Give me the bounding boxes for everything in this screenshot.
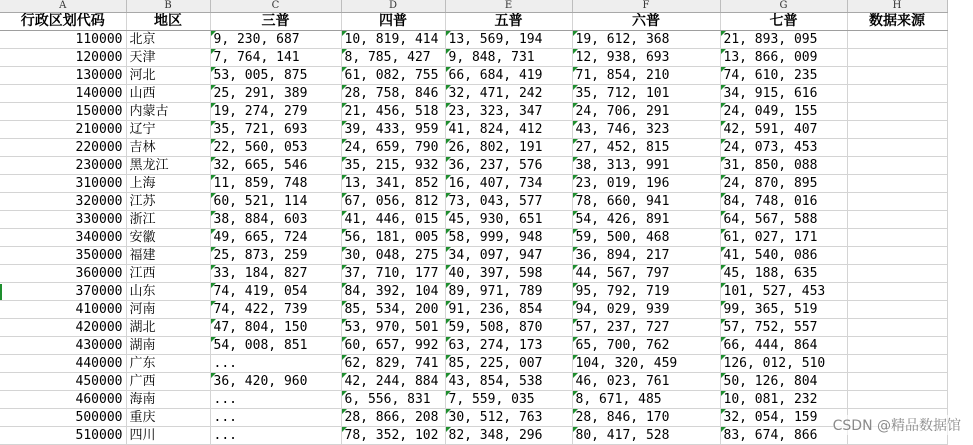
- cell-census5[interactable]: 9, 848, 731: [445, 49, 572, 67]
- cell-census4[interactable]: 28, 866, 208: [341, 409, 445, 427]
- cell-census7[interactable]: 31, 850, 088: [720, 157, 847, 175]
- cell-census7[interactable]: 61, 027, 171: [720, 229, 847, 247]
- cell-region[interactable]: 安徽: [126, 229, 210, 247]
- cell-census5[interactable]: 43, 854, 538: [445, 373, 572, 391]
- cell-source[interactable]: [847, 229, 947, 247]
- cell-source[interactable]: [847, 265, 947, 283]
- cell-source[interactable]: [847, 211, 947, 229]
- cell-census5[interactable]: 34, 097, 947: [445, 247, 572, 265]
- cell-census7[interactable]: 24, 073, 453: [720, 139, 847, 157]
- table-row: [0, 319, 947, 337]
- table-row: [0, 283, 947, 301]
- cell-source[interactable]: [847, 247, 947, 265]
- cell-code[interactable]: 510000: [0, 427, 126, 445]
- cell-census6[interactable]: 19, 612, 368: [572, 31, 720, 49]
- cell-census5[interactable]: 36, 237, 576: [445, 157, 572, 175]
- header-cell-source[interactable]: 数据来源: [847, 13, 947, 31]
- header-cell-code[interactable]: 行政区划代码: [0, 13, 126, 31]
- cell-census4[interactable]: 62, 829, 741: [341, 355, 445, 373]
- cell-census3[interactable]: 60, 521, 114: [210, 193, 341, 211]
- cell-census5[interactable]: 41, 824, 412: [445, 121, 572, 139]
- cell-region[interactable]: 广西: [126, 373, 210, 391]
- cell-census6[interactable]: 44, 567, 797: [572, 265, 720, 283]
- cell-region[interactable]: 吉林: [126, 139, 210, 157]
- table-row: [0, 85, 947, 103]
- cell-census5[interactable]: 30, 512, 763: [445, 409, 572, 427]
- table-row: [0, 229, 947, 247]
- column-letter[interactable]: H: [847, 0, 947, 13]
- cell-code[interactable]: 360000: [0, 265, 126, 283]
- cell-census3[interactable]: ...: [210, 409, 341, 427]
- table-row: [0, 49, 947, 67]
- cell-census7[interactable]: 21, 893, 095: [720, 31, 847, 49]
- cell-census3[interactable]: 74, 422, 739: [210, 301, 341, 319]
- cell-code[interactable]: 440000: [0, 355, 126, 373]
- cell-region[interactable]: 江苏: [126, 193, 210, 211]
- selection-marker: [0, 284, 2, 300]
- cell-census4[interactable]: 13, 341, 852: [341, 175, 445, 193]
- column-letter[interactable]: D: [341, 0, 445, 13]
- column-letter[interactable]: F: [572, 0, 720, 13]
- cell-census6[interactable]: 95, 792, 719: [572, 283, 720, 301]
- cell-code[interactable]: 150000: [0, 103, 126, 121]
- cell-census3[interactable]: ...: [210, 427, 341, 445]
- cell-census3[interactable]: 25, 873, 259: [210, 247, 341, 265]
- cell-code[interactable]: 130000: [0, 67, 126, 85]
- cell-region[interactable]: 黑龙江: [126, 157, 210, 175]
- cell-code[interactable]: 350000: [0, 247, 126, 265]
- cell-region[interactable]: 辽宁: [126, 121, 210, 139]
- cell-region[interactable]: 北京: [126, 31, 210, 49]
- cell-region[interactable]: 湖北: [126, 319, 210, 337]
- cell-region[interactable]: 江西: [126, 265, 210, 283]
- cell-census6[interactable]: 43, 746, 323: [572, 121, 720, 139]
- header-cell-census4[interactable]: 四普: [341, 13, 445, 31]
- table-row: [0, 247, 947, 265]
- cell-code[interactable]: 210000: [0, 121, 126, 139]
- cell-source[interactable]: [847, 175, 947, 193]
- header-cell-region[interactable]: 地区: [126, 13, 210, 31]
- cell-code[interactable]: 450000: [0, 373, 126, 391]
- cell-census5[interactable]: 32, 471, 242: [445, 85, 572, 103]
- cell-source[interactable]: [847, 121, 947, 139]
- cell-census6[interactable]: 80, 417, 528: [572, 427, 720, 445]
- cell-census3[interactable]: 38, 884, 603: [210, 211, 341, 229]
- cell-census6[interactable]: 104, 320, 459: [572, 355, 720, 373]
- cell-census5[interactable]: 7, 559, 035: [445, 391, 572, 409]
- cell-census4[interactable]: 61, 082, 755: [341, 67, 445, 85]
- cell-code[interactable]: 140000: [0, 85, 126, 103]
- cell-census7[interactable]: 64, 567, 588: [720, 211, 847, 229]
- table-row: [0, 355, 947, 373]
- cell-census4[interactable]: 53, 970, 501: [341, 319, 445, 337]
- table-row: [0, 211, 947, 229]
- cell-census6[interactable]: 28, 846, 170: [572, 409, 720, 427]
- cell-census6[interactable]: 57, 237, 727: [572, 319, 720, 337]
- cell-census7[interactable]: 101, 527, 453: [720, 283, 847, 301]
- cell-census7[interactable]: 10, 081, 232: [720, 391, 847, 409]
- cell-census5[interactable]: 89, 971, 789: [445, 283, 572, 301]
- cell-census6[interactable]: 94, 029, 939: [572, 301, 720, 319]
- cell-census7[interactable]: 13, 866, 009: [720, 49, 847, 67]
- cell-census3[interactable]: 36, 420, 960: [210, 373, 341, 391]
- table-row: [0, 427, 947, 445]
- table-row: [0, 391, 947, 409]
- cell-region[interactable]: 浙江: [126, 211, 210, 229]
- cell-region[interactable]: 河北: [126, 67, 210, 85]
- cell-census5[interactable]: 82, 348, 296: [445, 427, 572, 445]
- cell-census3[interactable]: 33, 184, 827: [210, 265, 341, 283]
- cell-census3[interactable]: 25, 291, 389: [210, 85, 341, 103]
- cell-source[interactable]: [847, 319, 947, 337]
- cell-census4[interactable]: 85, 534, 200: [341, 301, 445, 319]
- cell-source[interactable]: [847, 103, 947, 121]
- cell-code[interactable]: 460000: [0, 391, 126, 409]
- cell-census4[interactable]: 42, 244, 884: [341, 373, 445, 391]
- cell-region[interactable]: 内蒙古: [126, 103, 210, 121]
- cell-census4[interactable]: 10, 819, 414: [341, 31, 445, 49]
- cell-census3[interactable]: 74, 419, 054: [210, 283, 341, 301]
- cell-census4[interactable]: 8, 785, 427: [341, 49, 445, 67]
- cell-census7[interactable]: 74, 610, 235: [720, 67, 847, 85]
- cell-code[interactable]: 370000: [0, 283, 126, 301]
- cell-census3[interactable]: 49, 665, 724: [210, 229, 341, 247]
- cell-code[interactable]: 340000: [0, 229, 126, 247]
- cell-census4[interactable]: 67, 056, 812: [341, 193, 445, 211]
- cell-census5[interactable]: 63, 274, 173: [445, 337, 572, 355]
- cell-census5[interactable]: 40, 397, 598: [445, 265, 572, 283]
- cell-source[interactable]: [847, 391, 947, 409]
- cell-census4[interactable]: 35, 215, 932: [341, 157, 445, 175]
- cell-code[interactable]: 230000: [0, 157, 126, 175]
- cell-census3[interactable]: 9, 230, 687: [210, 31, 341, 49]
- cell-census6[interactable]: 46, 023, 761: [572, 373, 720, 391]
- cell-code[interactable]: 420000: [0, 319, 126, 337]
- cell-census5[interactable]: 13, 569, 194: [445, 31, 572, 49]
- cell-region[interactable]: 山东: [126, 283, 210, 301]
- cell-census7[interactable]: 126, 012, 510: [720, 355, 847, 373]
- cell-source[interactable]: [847, 139, 947, 157]
- cell-census6[interactable]: 35, 712, 101: [572, 85, 720, 103]
- cell-census3[interactable]: 35, 721, 693: [210, 121, 341, 139]
- cell-census6[interactable]: 59, 500, 468: [572, 229, 720, 247]
- column-letter[interactable]: A: [0, 0, 126, 13]
- cell-code[interactable]: 430000: [0, 337, 126, 355]
- header-cell-census6[interactable]: 六普: [572, 13, 720, 31]
- cell-source[interactable]: [847, 157, 947, 175]
- cell-region[interactable]: 湖南: [126, 337, 210, 355]
- cell-census6[interactable]: 54, 426, 891: [572, 211, 720, 229]
- cell-code[interactable]: 410000: [0, 301, 126, 319]
- cell-census4[interactable]: 24, 659, 790: [341, 139, 445, 157]
- cell-census5[interactable]: 59, 508, 870: [445, 319, 572, 337]
- cell-census5[interactable]: 85, 225, 007: [445, 355, 572, 373]
- cell-census3[interactable]: 19, 274, 279: [210, 103, 341, 121]
- cell-census7[interactable]: 45, 188, 635: [720, 265, 847, 283]
- cell-census7[interactable]: 24, 049, 155: [720, 103, 847, 121]
- cell-region[interactable]: 河南: [126, 301, 210, 319]
- cell-census4[interactable]: 30, 048, 275: [341, 247, 445, 265]
- cell-code[interactable]: 120000: [0, 49, 126, 67]
- cell-census6[interactable]: 8, 671, 485: [572, 391, 720, 409]
- table-row: [0, 157, 947, 175]
- cell-census4[interactable]: 84, 392, 104: [341, 283, 445, 301]
- cell-census5[interactable]: 73, 043, 577: [445, 193, 572, 211]
- cell-census5[interactable]: 26, 802, 191: [445, 139, 572, 157]
- cell-region[interactable]: 重庆: [126, 409, 210, 427]
- cell-census7[interactable]: 50, 126, 804: [720, 373, 847, 391]
- cell-census4[interactable]: 37, 710, 177: [341, 265, 445, 283]
- cell-census3[interactable]: 32, 665, 546: [210, 157, 341, 175]
- cell-census5[interactable]: 91, 236, 854: [445, 301, 572, 319]
- cell-census7[interactable]: 66, 444, 864: [720, 337, 847, 355]
- cell-region[interactable]: 福建: [126, 247, 210, 265]
- cell-source[interactable]: [847, 85, 947, 103]
- cell-census3[interactable]: ...: [210, 355, 341, 373]
- cell-source[interactable]: [847, 31, 947, 49]
- watermark: CSDN @精品数据馆: [833, 415, 961, 435]
- cell-census7[interactable]: 83, 674, 866: [720, 427, 847, 445]
- cell-census6[interactable]: 27, 452, 815: [572, 139, 720, 157]
- cell-source[interactable]: [847, 373, 947, 391]
- cell-census4[interactable]: 21, 456, 518: [341, 103, 445, 121]
- cell-source[interactable]: [847, 355, 947, 373]
- cell-census6[interactable]: 23, 019, 196: [572, 175, 720, 193]
- cell-census5[interactable]: 58, 999, 948: [445, 229, 572, 247]
- cell-source[interactable]: [847, 301, 947, 319]
- column-letter[interactable]: C: [210, 0, 341, 13]
- cell-census7[interactable]: 34, 915, 616: [720, 85, 847, 103]
- cell-census6[interactable]: 24, 706, 291: [572, 103, 720, 121]
- cell-region[interactable]: 天津: [126, 49, 210, 67]
- table-row: [0, 373, 947, 391]
- cell-source[interactable]: [847, 67, 947, 85]
- cell-census4[interactable]: 56, 181, 005: [341, 229, 445, 247]
- header-cell-census7[interactable]: 七普: [720, 13, 847, 31]
- cell-census6[interactable]: 65, 700, 762: [572, 337, 720, 355]
- cell-census7[interactable]: 57, 752, 557: [720, 319, 847, 337]
- table-row: [0, 193, 947, 211]
- header-cell-census5[interactable]: 五普: [445, 13, 572, 31]
- cell-census6[interactable]: 71, 854, 210: [572, 67, 720, 85]
- cell-region[interactable]: 四川: [126, 427, 210, 445]
- header-row: [0, 13, 947, 31]
- cell-census3[interactable]: 54, 008, 851: [210, 337, 341, 355]
- table-row: [0, 265, 947, 283]
- cell-census6[interactable]: 38, 313, 991: [572, 157, 720, 175]
- table-row: [0, 337, 947, 355]
- cell-census7[interactable]: 32, 054, 159: [720, 409, 847, 427]
- cell-census5[interactable]: 16, 407, 734: [445, 175, 572, 193]
- cell-census7[interactable]: 84, 748, 016: [720, 193, 847, 211]
- column-letter[interactable]: B: [126, 0, 210, 13]
- table-row: [0, 103, 947, 121]
- cell-region[interactable]: 上海: [126, 175, 210, 193]
- cell-census3[interactable]: ...: [210, 391, 341, 409]
- table-row: [0, 67, 947, 85]
- cell-code[interactable]: 310000: [0, 175, 126, 193]
- cell-census6[interactable]: 12, 938, 693: [572, 49, 720, 67]
- cell-source[interactable]: [847, 49, 947, 67]
- header-cell-census3[interactable]: 三普: [210, 13, 341, 31]
- table-row: [0, 175, 947, 193]
- cell-census7[interactable]: 42, 591, 407: [720, 121, 847, 139]
- cell-census6[interactable]: 78, 660, 941: [572, 193, 720, 211]
- cell-census4[interactable]: 60, 657, 992: [341, 337, 445, 355]
- cell-census4[interactable]: 39, 433, 959: [341, 121, 445, 139]
- cell-source[interactable]: [847, 193, 947, 211]
- cell-region[interactable]: 山西: [126, 85, 210, 103]
- cell-census3[interactable]: 22, 560, 053: [210, 139, 341, 157]
- cell-region[interactable]: 海南: [126, 391, 210, 409]
- cell-census3[interactable]: 47, 804, 150: [210, 319, 341, 337]
- cell-census3[interactable]: 7, 764, 141: [210, 49, 341, 67]
- table-row: [0, 139, 947, 157]
- cell-source[interactable]: [847, 337, 947, 355]
- cell-source[interactable]: [847, 283, 947, 301]
- cell-census5[interactable]: 66, 684, 419: [445, 67, 572, 85]
- table-row: [0, 409, 947, 427]
- cell-census5[interactable]: 23, 323, 347: [445, 103, 572, 121]
- cell-census3[interactable]: 53, 005, 875: [210, 67, 341, 85]
- cell-census4[interactable]: 28, 758, 846: [341, 85, 445, 103]
- cell-census4[interactable]: 6, 556, 831: [341, 391, 445, 409]
- column-letter[interactable]: G: [720, 0, 847, 13]
- cell-census7[interactable]: 99, 365, 519: [720, 301, 847, 319]
- table-row: [0, 121, 947, 139]
- table-row: [0, 301, 947, 319]
- cell-census4[interactable]: 78, 352, 102: [341, 427, 445, 445]
- cell-census3[interactable]: 11, 859, 748: [210, 175, 341, 193]
- column-letter-row: [0, 0, 947, 13]
- column-letter[interactable]: E: [445, 0, 572, 13]
- cell-census5[interactable]: 45, 930, 651: [445, 211, 572, 229]
- cell-code[interactable]: 330000: [0, 211, 126, 229]
- cell-code[interactable]: 320000: [0, 193, 126, 211]
- cell-census7[interactable]: 41, 540, 086: [720, 247, 847, 265]
- cell-code[interactable]: 220000: [0, 139, 126, 157]
- cell-code[interactable]: 500000: [0, 409, 126, 427]
- table-row: [0, 31, 947, 49]
- cell-census7[interactable]: 24, 870, 895: [720, 175, 847, 193]
- cell-census6[interactable]: 36, 894, 217: [572, 247, 720, 265]
- cell-census4[interactable]: 41, 446, 015: [341, 211, 445, 229]
- cell-code[interactable]: 110000: [0, 31, 126, 49]
- cell-region[interactable]: 广东: [126, 355, 210, 373]
